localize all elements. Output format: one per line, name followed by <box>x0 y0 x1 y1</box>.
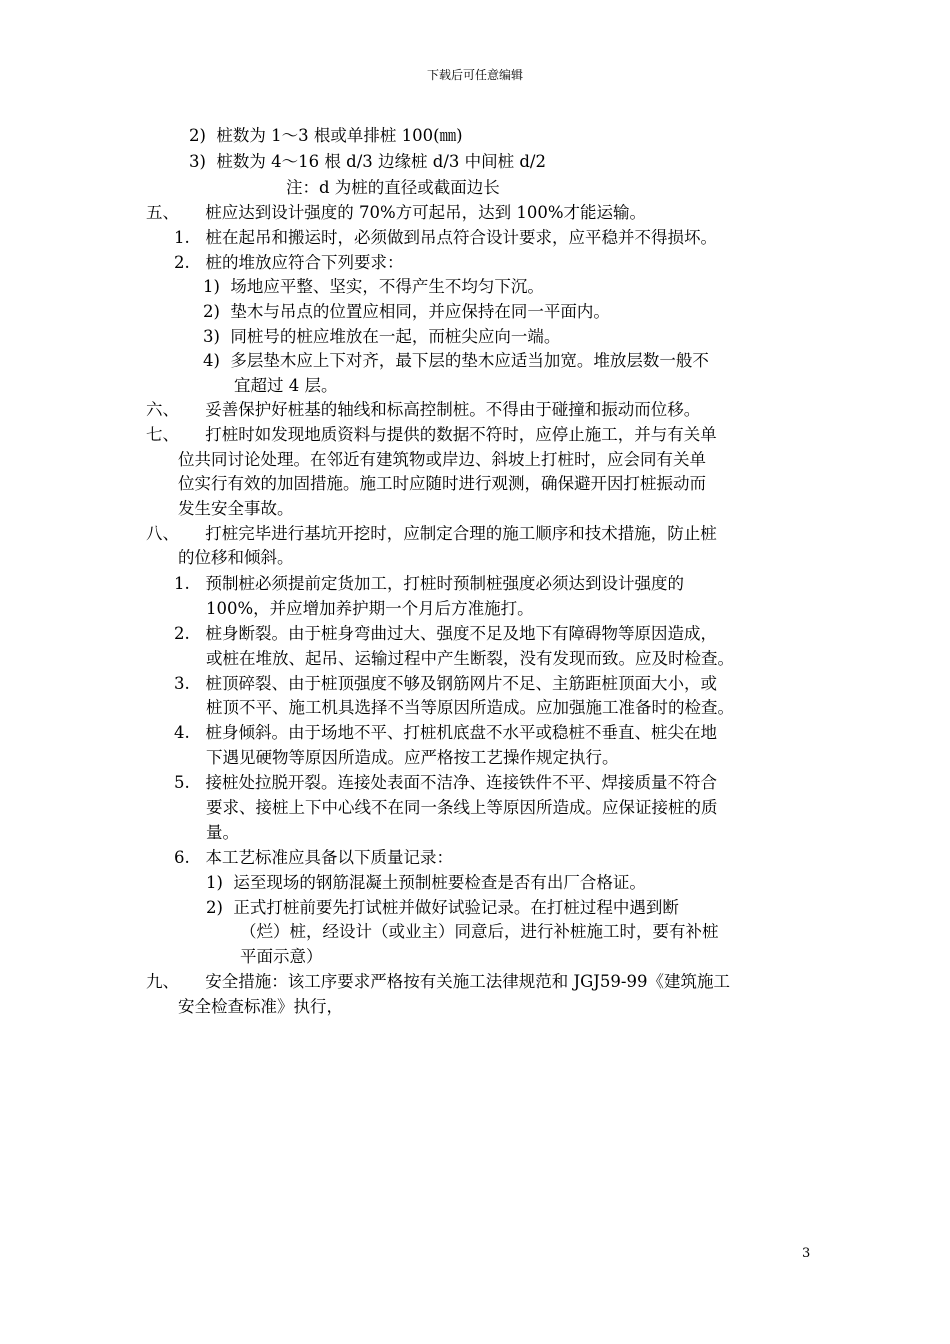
text-line: 3) 同桩号的桩应堆放在一起，而桩尖应向一端。 <box>203 327 561 346</box>
text-line: 4. 桩身倾斜。由于场地不平、打桩机底盘不水平或稳桩不垂直、桩尖在地 <box>174 723 717 742</box>
text-line: 七、 打桩时如发现地质资料与提供的数据不符时，应停止施工，并与有关单 <box>146 425 717 444</box>
text-line: 1. 桩在起吊和搬运时，必须做到吊点符合设计要求，应平稳并不得损坏。 <box>174 228 717 247</box>
page-header: 下载后可任意编辑 <box>426 68 523 82</box>
text-line: 3. 桩顶碎裂、由于桩顶强度不够及钢筋网片不足、主筋距桩顶面大小，或 <box>174 674 717 693</box>
text-line: 2. 桩身断裂。由于桩身弯曲过大、强度不足及地下有障碍物等原因造成， <box>174 624 717 643</box>
text-line: 量。 <box>206 823 239 842</box>
text-line: 5. 接桩处拉脱开裂。连接处表面不洁净、连接铁件不平、焊接质量不符合 <box>174 773 717 792</box>
text-line: 发生安全事故。 <box>178 499 294 518</box>
text-line: 6. 本工艺标准应具备以下质量记录： <box>174 848 453 867</box>
text-line: 九、 安全措施：该工序要求严格按有关施工法律规范和 JGJ59-99《建筑施工 <box>146 972 730 991</box>
text-line: 安全检查标准》执行， <box>178 997 343 1016</box>
text-line: 3) 桩数为 4～16 根 d/3 边缘桩 d/3 中间桩 d/2 <box>189 152 546 171</box>
text-line: 要求、接桩上下中心线不在同一条线上等原因所造成。应保证接桩的质 <box>206 798 718 817</box>
text-line: 2) 桩数为 1～3 根或单排桩 100(㎜) <box>189 126 463 145</box>
text-line: 下遇见硬物等原因所造成。应严格按工艺操作规定执行。 <box>206 748 619 767</box>
text-line: 位共同讨论处理。在邻近有建筑物或岸边、斜坡上打桩时，应会同有关单 <box>178 450 706 469</box>
text-line: 2. 桩的堆放应符合下列要求： <box>174 253 404 272</box>
text-line: 2) 正式打桩前要先打试桩并做好试验记录。在打桩过程中遇到断 <box>206 898 679 917</box>
text-line: 八、 打桩完毕进行基坑开挖时，应制定合理的施工顺序和技术措施，防止桩 <box>146 524 717 543</box>
text-line: 宜超过 4 层。 <box>234 376 338 395</box>
text-line: 或桩在堆放、起吊、运输过程中产生断裂，没有发现而致。应及时检查。 <box>206 649 734 668</box>
text-line: 4) 多层垫木应上下对齐，最下层的垫木应适当加宽。堆放层数一般不 <box>203 351 709 370</box>
text-line: 位实行有效的加固措施。施工时应随时进行观测，确保避开因打桩振动而 <box>178 474 706 493</box>
text-line: 六、 妥善保护好桩基的轴线和标高控制桩。不得由于碰撞和振动而位移。 <box>146 400 701 419</box>
page-number: 3 <box>802 1246 811 1261</box>
text-line: 五、 桩应达到设计强度的 70%方可起吊，达到 100%才能运输。 <box>146 203 647 222</box>
text-line: 的位移和倾斜。 <box>178 548 294 567</box>
text-line: 平面示意） <box>240 947 323 966</box>
text-line: 桩顶不平、施工机具选择不当等原因所造成。应加强施工准备时的检查。 <box>206 698 734 717</box>
text-line: （烂）桩，经设计（或业主）同意后，进行补桩施工时，要有补桩 <box>240 922 719 941</box>
text-line: 100%，并应增加养护期一个月后方准施打。 <box>206 599 534 618</box>
text-line: 1) 运至现场的钢筋混凝土预制桩要检查是否有出厂合格证。 <box>206 873 646 892</box>
text-line: 2) 垫木与吊点的位置应相同，并应保持在同一平面内。 <box>203 302 610 321</box>
text-line: 1) 场地应平整、坚实，不得产生不均匀下沉。 <box>203 277 544 296</box>
text-line: 注：d 为桩的直径或截面边长 <box>286 178 500 197</box>
text-line: 1. 预制桩必须提前定货加工，打桩时预制桩强度必须达到设计强度的 <box>174 574 684 593</box>
